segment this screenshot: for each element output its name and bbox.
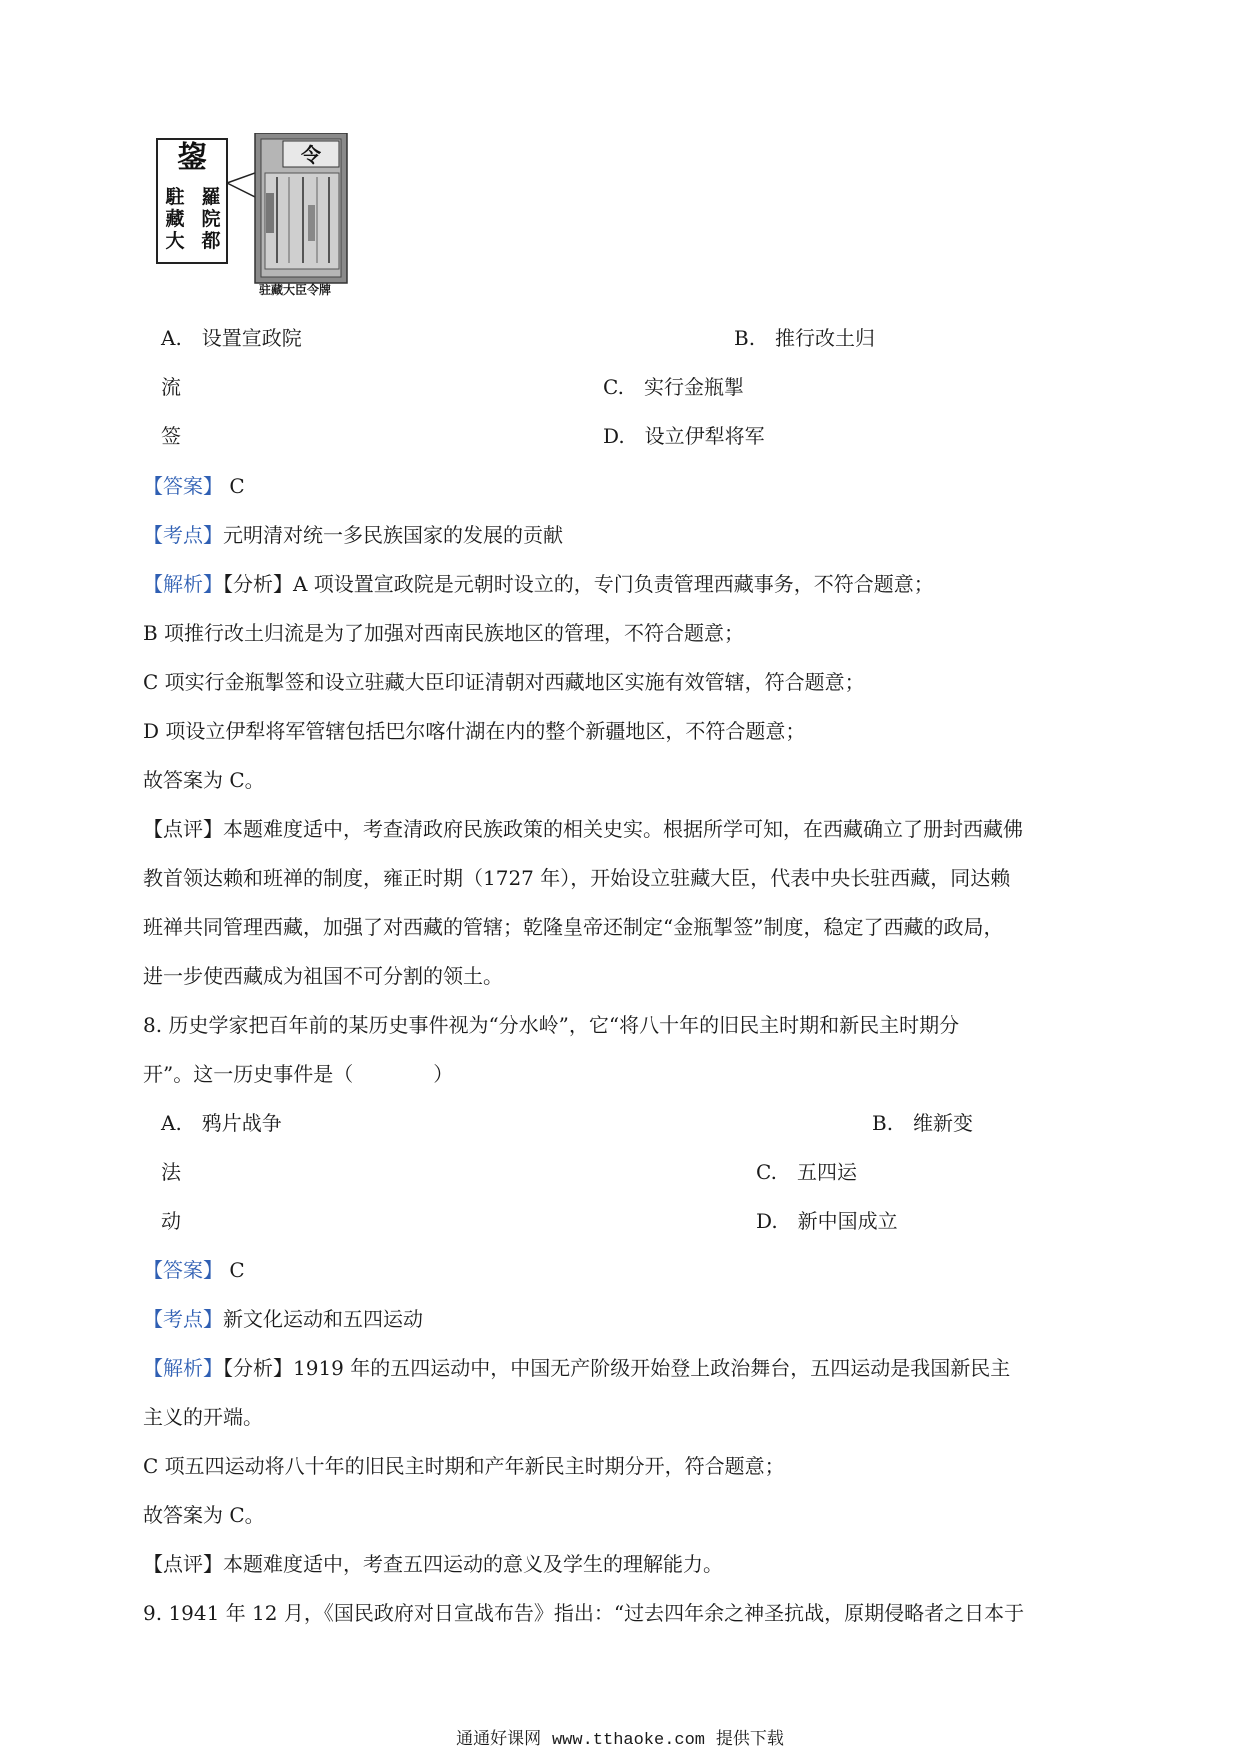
q8-stem-line: 开”。这一历史事件是（ ） [143,1062,454,1086]
kaodian-text: 新文化运动和五四运动 [223,1307,423,1331]
q9-stem: 9. 1941 年 12 月，《国民政府对日宣战布告》指出：“过去四年余之神圣抗战，原期侵略者之日本于 [143,1601,1025,1625]
q7-dianping-line: 班禅共同管理西藏，加强了对西藏的管辖；乾隆皇帝还制定“金瓶掣签”制度，稳定了西藏的政局， [143,915,1004,939]
q7-option-c: C. 实行金瓶掣 [603,375,744,399]
q7-answer [143,472,245,500]
answer-value: C [223,474,245,498]
q8-jiexi [143,1354,1010,1382]
q8-option-b-cont: 法 [161,1160,181,1184]
q8-option-c-cont: 动 [161,1209,181,1233]
svg-text:駐: 駐 [165,186,185,208]
footer-site: 通通好课网 [456,1729,542,1749]
q8-option-d: D. 新中国成立 [756,1209,898,1233]
jiexi-line: 【分析】A 项设置宣政院是元朝时设立的，专门负责管理西藏事务，不符合题意； [223,572,934,596]
svg-text:都: 都 [201,230,221,252]
answer-value: C [223,1258,245,1282]
q8-option-b: B. 维新变 [872,1111,974,1135]
footer-suffix: 提供下载 [715,1729,784,1749]
footer-url[interactable]: www.tthaoke.com [551,1731,706,1750]
svg-text:藏: 藏 [165,208,185,230]
page-footer [0,1728,1240,1752]
answer-tag: 【答案】 [143,474,223,498]
q7-dianping-line: 进一步使西藏成为祖国不可分割的领土。 [143,964,503,988]
q7-option-c-cont: 签 [161,424,181,448]
q7-option-a: A. 设置宣政院 [161,326,302,350]
kaodian-tag: 【考点】 [143,1307,223,1331]
kaodian-text: 元明清对统一多民族国家的发展的贡献 [223,523,563,547]
q7-jiexi-line: B 项推行改土归流是为了加强对西南民族地区的管理，不符合题意； [143,621,745,645]
tablet-illustration [153,133,375,301]
q8-jiexi-line: C 项五四运动将八十年的旧民主时期和产年新民主时期分开，符合题意； [143,1454,785,1478]
q8-kaodian [143,1305,423,1333]
q7-jiexi-line: D 项设立伊犁将军管辖包括巴尔喀什湖在内的整个新疆地区，不符合题意； [143,719,806,743]
q8-jiexi-line: 故答案为 C。 [143,1503,265,1527]
q8-jiexi-line: 主义的开端。 [143,1405,263,1429]
q7-option-b: B. 推行改土归 [734,326,876,350]
tablet-figure [153,133,375,301]
q8-answer [143,1256,245,1284]
svg-text:大: 大 [165,230,185,252]
jiexi-tag: 【解析】 [143,1356,223,1380]
svg-text:鋆: 鋆 [177,140,207,175]
svg-text:羅: 羅 [201,186,221,208]
q7-dianping-line: 教首领达赖和班禅的制度，雍正时期（1727 年），开始设立驻藏大臣，代表中央长驻西藏，同达赖 [143,866,1011,890]
q7-dianping-line: 【点评】本题难度适中，考查清政府民族政策的相关史实。根据所学可知，在西藏确立了册封西藏佛 [143,817,1023,841]
tablet-char: 令 [301,143,321,167]
jiexi-tag: 【解析】 [143,572,223,596]
kaodian-tag: 【考点】 [143,523,223,547]
q8-option-a: A. 鸦片战争 [161,1111,282,1135]
jiexi-line: 【分析】1919 年的五四运动中，中国无产阶级开始登上政治舞台，五四运动是我国新民主 [223,1356,1011,1380]
q7-option-b-cont: 流 [161,375,181,399]
svg-text:院: 院 [201,208,221,230]
q7-option-d: D. 设立伊犁将军 [603,424,765,448]
figure-caption: 驻藏大臣令牌 [259,283,332,297]
q8-dianping: 【点评】本题难度适中，考查五四运动的意义及学生的理解能力。 [143,1552,723,1576]
q8-option-c: C. 五四运 [756,1160,857,1184]
q7-jiexi-line: C 项实行金瓶掣签和设立驻藏大臣印证清朝对西藏地区实施有效管辖，符合题意； [143,670,865,694]
q7-jiexi [143,570,934,598]
q7-jiexi-line: 故答案为 C。 [143,768,265,792]
q7-kaodian [143,521,563,549]
q8-stem-line: 8. 历史学家把百年前的某历史事件视为“分水岭”，它“将八十年的旧民主时期和新民主时期分 [143,1013,960,1037]
answer-tag: 【答案】 [143,1258,223,1282]
